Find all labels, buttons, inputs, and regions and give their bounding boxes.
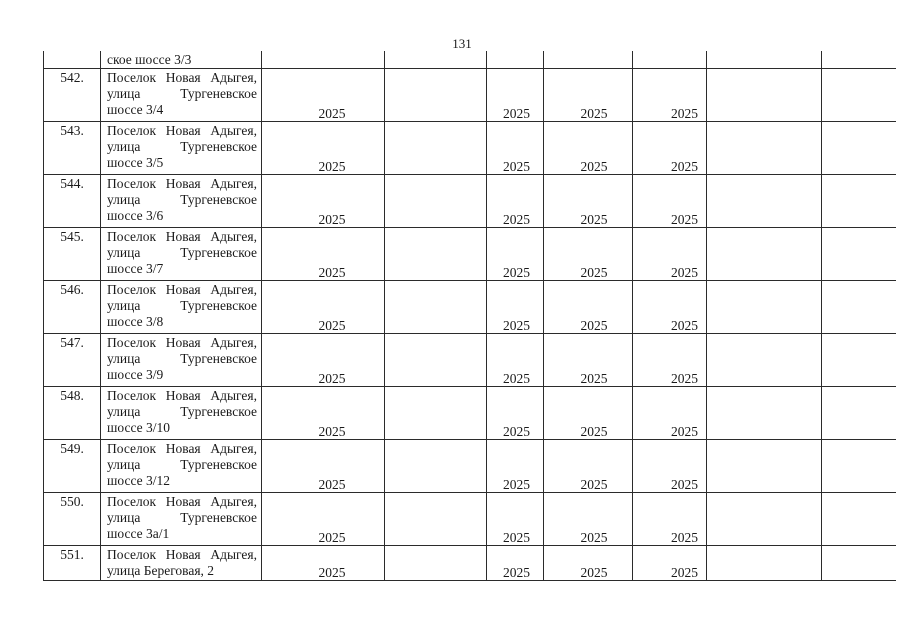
year-cell (822, 493, 896, 546)
year-cell (707, 493, 822, 546)
year-cell (544, 334, 633, 387)
year-cell (487, 122, 544, 175)
year-value: 2025 (503, 318, 530, 333)
year-cell (633, 175, 707, 228)
table-row (44, 175, 896, 228)
year-cell (385, 175, 487, 228)
table-row (44, 334, 896, 387)
year-cell (822, 440, 896, 493)
year-cell (385, 51, 487, 69)
year-value: 2025 (580, 565, 608, 580)
year-cell (385, 493, 487, 546)
year-value: 2025 (580, 530, 608, 545)
year-cell (262, 493, 385, 546)
year-value: 2025 (580, 318, 608, 333)
year-value: 2025 (580, 424, 608, 439)
row-number-cell: 550. (44, 493, 101, 546)
year-value: 2025 (503, 424, 530, 439)
year-value: 2025 (671, 424, 698, 439)
address-cell: Поселок Новая Адыгея, улица Тургеневское шоссе 3/8 (101, 281, 262, 334)
year-value: 2025 (318, 265, 346, 280)
table-row (44, 69, 896, 122)
year-cell (707, 122, 822, 175)
year-value: 2025 (503, 371, 530, 386)
year-value: 2025 (503, 106, 530, 121)
year-cell (262, 175, 385, 228)
year-cell (487, 281, 544, 334)
year-cell (262, 51, 385, 69)
year-cell (633, 387, 707, 440)
year-cell (707, 387, 822, 440)
year-value: 2025 (318, 318, 346, 333)
year-cell (707, 69, 822, 122)
year-value: 2025 (671, 265, 698, 280)
year-cell (822, 334, 896, 387)
year-value: 2025 (503, 265, 530, 280)
year-value: 2025 (318, 106, 346, 121)
year-value: 2025 (671, 477, 698, 492)
year-value: 2025 (671, 212, 698, 227)
row-number-cell: 547. (44, 334, 101, 387)
year-value: 2025 (318, 159, 346, 174)
year-cell (544, 122, 633, 175)
year-cell (822, 69, 896, 122)
table-row (44, 228, 896, 281)
year-cell (633, 122, 707, 175)
year-value: 2025 (318, 424, 346, 439)
year-cell (262, 228, 385, 281)
year-value: 2025 (503, 565, 530, 580)
address-cell: Поселок Новая Адыгея, улица Береговая, 2 (101, 546, 262, 581)
year-value: 2025 (503, 212, 530, 227)
year-cell (262, 281, 385, 334)
year-cell (385, 334, 487, 387)
address-cell: Поселок Новая Адыгея, улица Тургеневское шоссе 3/6 (101, 175, 262, 228)
address-cell: Поселок Новая Адыгея, улица Тургеневское шоссе 3/10 (101, 387, 262, 440)
year-cell (385, 387, 487, 440)
row-number-cell: 545. (44, 228, 101, 281)
year-cell (385, 546, 487, 581)
table-row (44, 546, 896, 581)
year-cell (707, 546, 822, 581)
page-number: 131 (452, 36, 472, 51)
year-cell (707, 175, 822, 228)
year-value: 2025 (503, 530, 530, 545)
year-value: 2025 (318, 371, 346, 386)
year-cell (385, 122, 487, 175)
year-value: 2025 (580, 106, 608, 121)
year-value: 2025 (671, 159, 698, 174)
row-number-cell: 548. (44, 387, 101, 440)
year-cell (544, 546, 633, 581)
year-cell (544, 281, 633, 334)
row-number-cell: 546. (44, 281, 101, 334)
row-number-cell (44, 51, 101, 69)
year-cell (822, 122, 896, 175)
year-value: 2025 (318, 477, 346, 492)
year-cell (822, 387, 896, 440)
year-cell (707, 281, 822, 334)
year-cell (822, 175, 896, 228)
year-cell (487, 228, 544, 281)
table-row-continued (44, 51, 896, 69)
year-cell (262, 122, 385, 175)
year-cell (487, 175, 544, 228)
year-cell (262, 334, 385, 387)
year-value: 2025 (580, 265, 608, 280)
address-cell: Поселок Новая Адыгея, улица Тургеневское шоссе 3/9 (101, 334, 262, 387)
year-cell (262, 440, 385, 493)
row-number-cell: 549. (44, 440, 101, 493)
year-cell (707, 440, 822, 493)
year-value: 2025 (503, 159, 530, 174)
year-value: 2025 (503, 477, 530, 492)
row-number-cell: 544. (44, 175, 101, 228)
year-value: 2025 (318, 565, 346, 580)
year-cell (487, 387, 544, 440)
year-cell (385, 440, 487, 493)
year-cell (707, 334, 822, 387)
year-cell (544, 493, 633, 546)
year-value: 2025 (671, 530, 698, 545)
row-number-cell: 551. (44, 546, 101, 581)
year-cell (822, 228, 896, 281)
year-cell (385, 228, 487, 281)
year-cell (822, 281, 896, 334)
year-cell (544, 69, 633, 122)
address-table (43, 51, 896, 581)
table-row (44, 387, 896, 440)
year-value: 2025 (671, 371, 698, 386)
table-row (44, 440, 896, 493)
year-cell (544, 387, 633, 440)
year-value: 2025 (580, 477, 608, 492)
year-cell (633, 334, 707, 387)
table-row (44, 281, 896, 334)
address-cell: ское шоссе 3/3 (101, 51, 262, 69)
year-cell (633, 228, 707, 281)
address-cell: Поселок Новая Адыгея, улица Тургеневское шоссе 3/12 (101, 440, 262, 493)
year-cell (707, 228, 822, 281)
year-cell (487, 493, 544, 546)
address-cell: Поселок Новая Адыгея, улица Тургеневское шоссе 3/7 (101, 228, 262, 281)
year-cell (487, 334, 544, 387)
year-cell (385, 69, 487, 122)
year-value: 2025 (580, 159, 608, 174)
year-cell (633, 546, 707, 581)
year-cell (822, 546, 896, 581)
address-cell: Поселок Новая Адыгея, улица Тургеневское шоссе 3/5 (101, 122, 262, 175)
year-cell (385, 281, 487, 334)
year-cell (487, 51, 544, 69)
year-value: 2025 (671, 565, 698, 580)
row-number-cell: 543. (44, 122, 101, 175)
year-value: 2025 (580, 371, 608, 386)
year-cell (487, 546, 544, 581)
row-number-cell: 542. (44, 69, 101, 122)
year-cell (544, 440, 633, 493)
year-cell (633, 69, 707, 122)
year-cell (822, 51, 896, 69)
year-cell (487, 440, 544, 493)
address-cell: Поселок Новая Адыгея, улица Тургеневское шоссе 3/4 (101, 69, 262, 122)
year-value: 2025 (318, 530, 346, 545)
year-cell (633, 51, 707, 69)
table-row (44, 493, 896, 546)
year-value: 2025 (318, 212, 346, 227)
year-cell (633, 440, 707, 493)
year-value: 2025 (580, 212, 608, 227)
year-cell (633, 493, 707, 546)
year-cell (262, 546, 385, 581)
year-cell (544, 175, 633, 228)
year-cell (707, 51, 822, 69)
year-value: 2025 (671, 318, 698, 333)
year-cell (262, 69, 385, 122)
year-cell (544, 228, 633, 281)
year-cell (544, 51, 633, 69)
year-cell (262, 387, 385, 440)
year-value: 2025 (671, 106, 698, 121)
year-cell (487, 69, 544, 122)
year-cell (633, 281, 707, 334)
table-row (44, 122, 896, 175)
address-cell: Поселок Новая Адыгея, улица Тургеневское шоссе 3а/1 (101, 493, 262, 546)
